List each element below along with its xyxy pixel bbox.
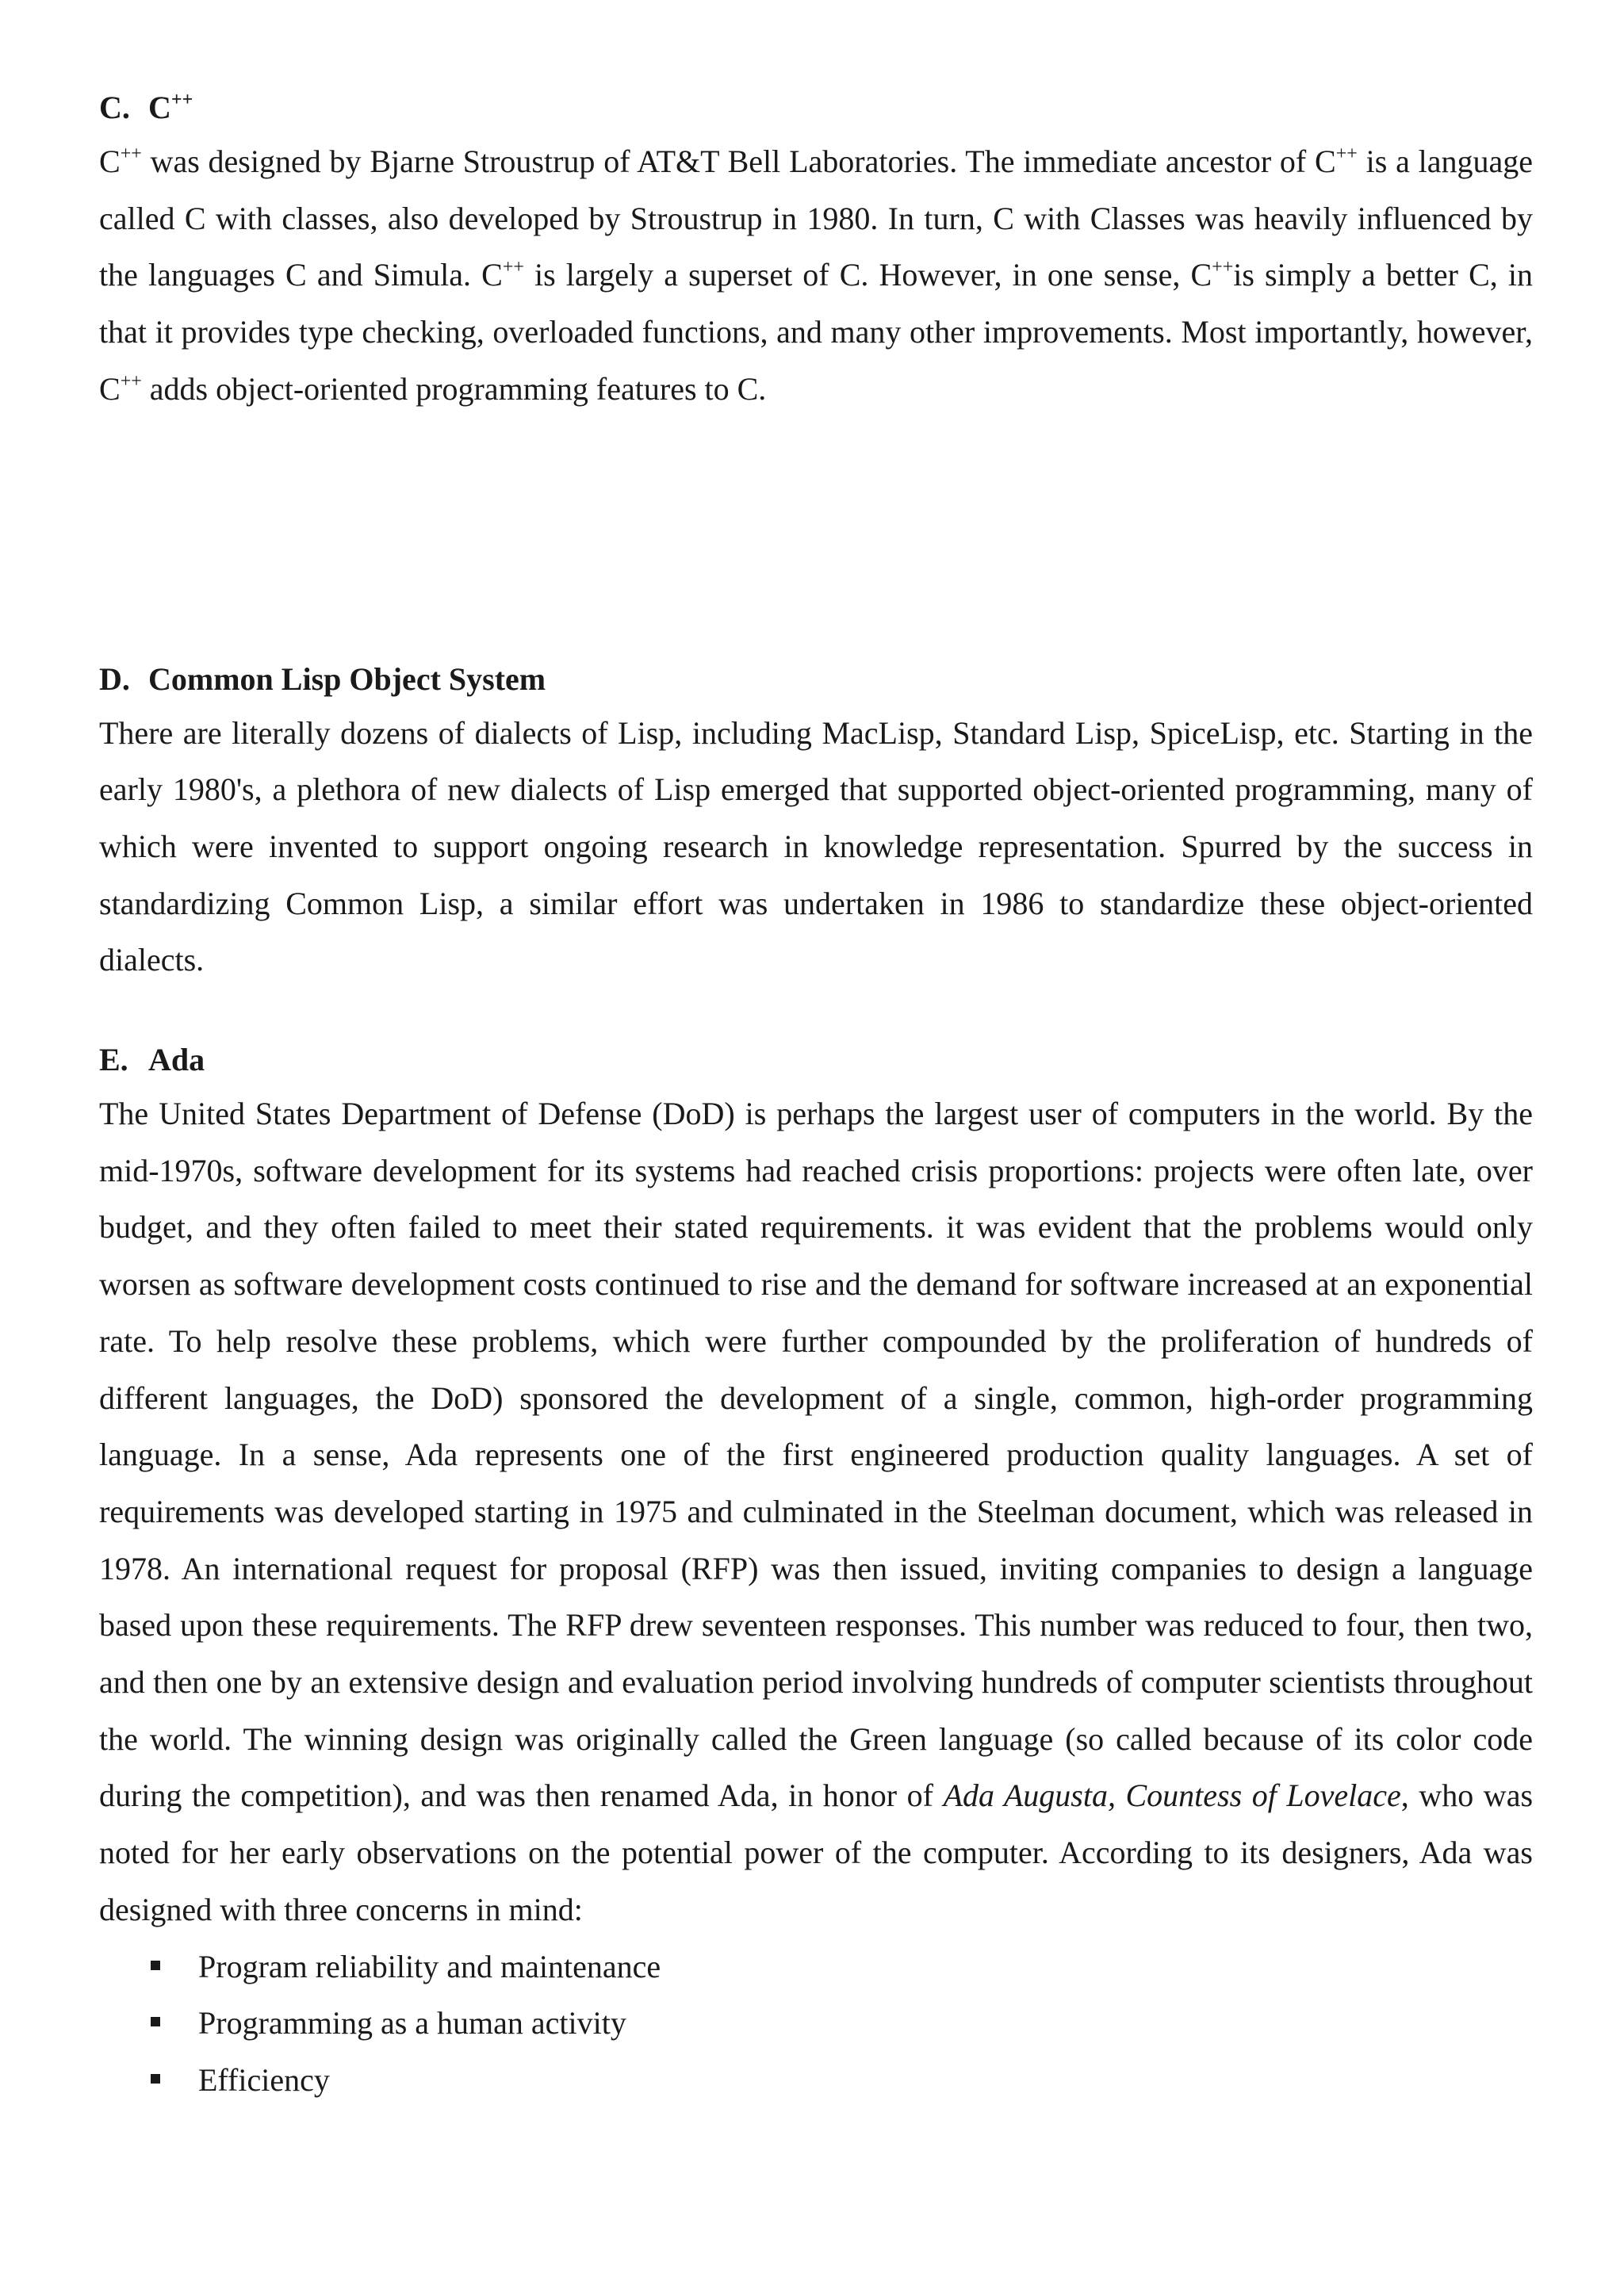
section-e-paragraph bbox=[99, 1085, 1533, 1938]
text-run: C bbox=[99, 144, 121, 179]
superscript: ++ bbox=[502, 257, 524, 278]
square-bullet-icon bbox=[151, 2074, 160, 2084]
superscript: ++ bbox=[1335, 144, 1358, 164]
section-d-paragraph: There are literally dozens of dialects of Lisp, including MacLisp, Standard Lisp, SpiceLisp, etc. Starting in the early 1980's, a plethora of new dialects of Lisp emerged that supported object-oriented programming, many of which were invented to support ongoing research in knowledge representation. Spurred by the success in standardizing Common Lisp, a similar effort was undertaken in 1986 to standardize these object-oriented dialects. bbox=[99, 714, 1533, 978]
list-item-text: Programming as a human activity bbox=[198, 2005, 626, 2042]
section-d-heading bbox=[99, 660, 1533, 698]
section-c-paragraph bbox=[99, 133, 1533, 418]
section-e-letter: E. bbox=[99, 1042, 128, 1078]
superscript: ++ bbox=[120, 144, 142, 164]
document-page bbox=[99, 89, 1533, 2109]
superscript: ++ bbox=[1212, 257, 1234, 278]
section-c-heading bbox=[99, 89, 1533, 127]
list-item-text: Program reliability and maintenance bbox=[198, 1948, 661, 1984]
section-c-title: C bbox=[148, 90, 171, 125]
list-item bbox=[99, 1938, 1533, 1996]
section-e-heading bbox=[99, 1041, 1533, 1079]
section-d-title: Common Lisp Object System bbox=[148, 660, 546, 697]
section-c-title-sup: ++ bbox=[170, 90, 193, 110]
section-e-title: Ada bbox=[148, 1042, 205, 1078]
text-run: is a language called C with classes, also developed by Stroustrup in 1980. In turn, C with Classes was heavily influenced by the languages C and Simula. C bbox=[99, 144, 1533, 293]
design-concerns-list bbox=[99, 1938, 1533, 2109]
square-bullet-icon bbox=[151, 2017, 160, 2026]
list-item bbox=[99, 1995, 1533, 2052]
list-item-text: Efficiency bbox=[198, 2061, 330, 2098]
text-run: is largely a superset of C. However, in one sense, C bbox=[523, 257, 1212, 293]
superscript: ++ bbox=[120, 370, 142, 392]
square-bullet-icon bbox=[151, 1961, 160, 1970]
text-run: is simply a better C, in that it provides type checking, overloaded functions, and many other improvements. Most importantly, however, C bbox=[99, 257, 1533, 407]
text-run: The United States Department of Defense (DoD) is perhaps the largest user of computers in the world. By the mid-1970s, software development for its systems had reached crisis proportions: projects were often late, over budget, and they often failed to meet their stated requirements. it was evident that the problems would only worsen as software development costs continued to rise and the demand for software increased at an exponential rate. To help resolve these problems, which were further compounded by the proliferation of hundreds of different languages, the DoD) sponsored the development of a single, common, high-order programming language. In a sense, Ada represents one of the first engineered production quality languages. A set of requirements was developed starting in 1975 and culminated in the Steelman document, which was released in 1978. An international request for proposal (RFP) was then issued, inviting companies to design a language based upon these requirements. The RFP drew seventeen responses. This number was reduced to four, then two, and then one by an extensive design and evaluation period involving hundreds of computer scientists throughout the world. The winning design was originally called the Green language (so called because of its color code during the competition), and was then renamed Ada, in honor of bbox=[99, 1096, 1533, 1814]
text-run: adds object-oriented programming features to C. bbox=[141, 370, 767, 407]
section-c-letter: C. bbox=[99, 90, 130, 125]
text-run: , who was noted for her early observations on the potential power of the computer. According to its designers, Ada was designed with three concerns in mind: bbox=[99, 1777, 1534, 1927]
text-run: was designed by Bjarne Stroustrup of AT&T Bell Laboratories. The immediate ancestor of C bbox=[141, 144, 1336, 179]
section-d-letter: D. bbox=[99, 660, 130, 697]
italic-name: Ada Augusta, Countess of Lovelace bbox=[943, 1777, 1401, 1814]
list-item bbox=[99, 2052, 1533, 2109]
